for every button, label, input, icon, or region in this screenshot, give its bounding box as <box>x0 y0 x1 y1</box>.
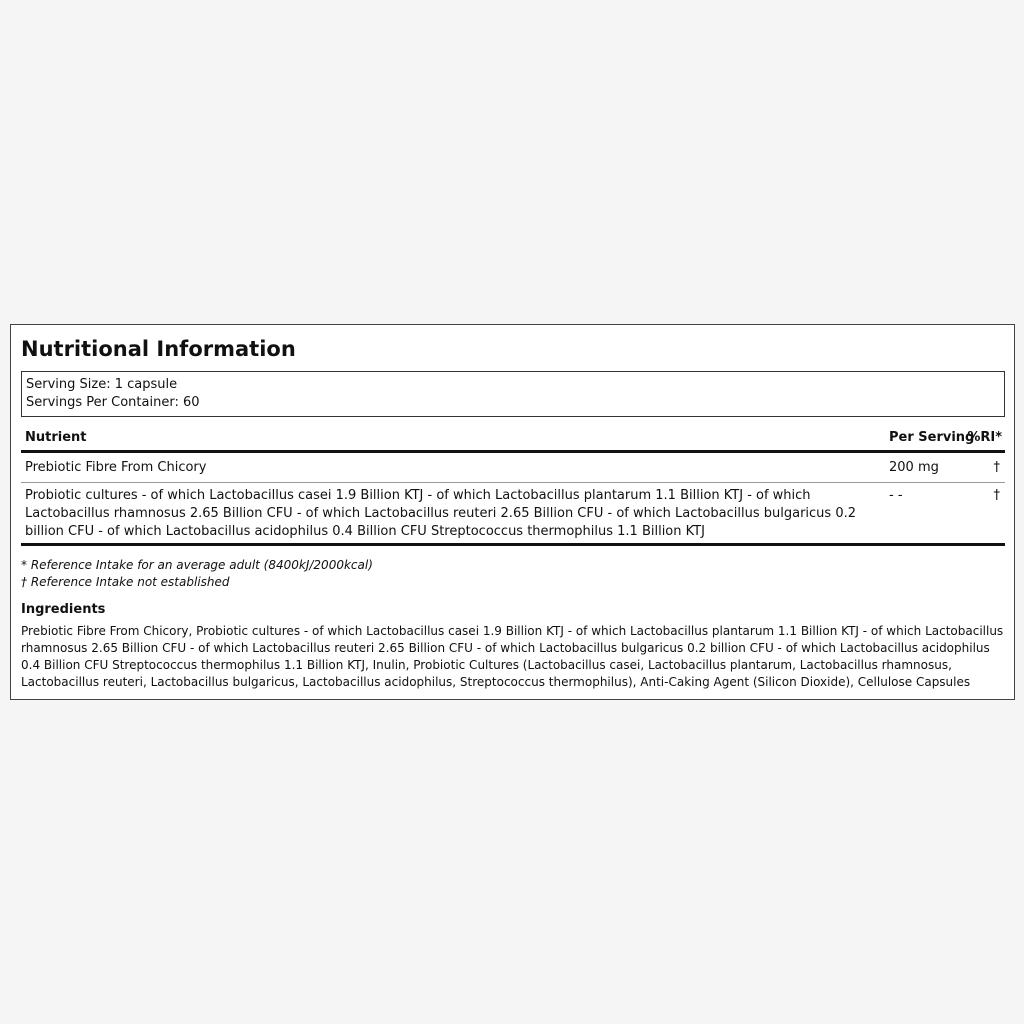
table-header <box>21 429 1005 453</box>
header-per-serving: Per Serving <box>889 430 975 445</box>
page-title: Nutritional Information <box>21 337 296 361</box>
servings-per-container: Servings Per Container: 60 <box>26 395 200 410</box>
table-row <box>21 487 1005 546</box>
footnote-ri: * Reference Intake for an average adult (8400kJ/2000kcal) <box>21 558 373 572</box>
nutrient-name: Probiotic cultures - of which Lactobacillus casei 1.9 Billion KTJ - of which Lactobacillus plantarum 1.1 Billion KTJ - of which Lactobacillus rhamnosus 2.65 Billion CFU - of which Lactobacillus reuteri 2.65 Billion CFU - of which Lactobacillus bulgaricus 0.2 billion CFU - of which Lactobacillus acidophilus 0.4 Billion CFU Streptococcus thermophilus 1.1 Billion KTJ <box>25 488 856 539</box>
ingredients-text: Prebiotic Fibre From Chicory, Probiotic cultures - of which Lactobacillus casei 1.9 Billion KTJ - of which Lactobacillus plantarum 1.1 Billion KTJ - of which Lactobacillus rhamnosus 2.65 Billion CFU - of which Lactobacillus reuteri 2.65 Billion CFU - of which Lactobacillus bulgaricus 0.2 billion CFU - of which Lactobacillus acidophilus 0.4 Billion CFU Streptococcus thermophilus 1.1 Billion KTJ, Inulin, Probiotic Cultures (Lactobacillus casei, Lactobacillus plantarum, Lactobacillus rhamnosus, Lactobacillus reuteri, Lactobacillus bulgaricus, Lactobacillus acidophilus, Streptococcus thermophilus), Anti-Caking Agent (Silicon Dioxide), Cellulose Capsules <box>21 624 1004 689</box>
ri-value: † <box>993 460 1000 475</box>
header-ri: %RI* <box>967 430 1002 445</box>
table-row <box>21 459 1005 483</box>
serving-info-box <box>21 371 1005 417</box>
footnote-not-established: † Reference Intake not established <box>21 575 230 589</box>
footnotes <box>21 557 373 591</box>
nutrition-panel <box>10 324 1015 700</box>
per-serving-value: 200 mg <box>889 460 939 475</box>
nutrient-name: Prebiotic Fibre From Chicory <box>25 460 207 475</box>
serving-size: Serving Size: 1 capsule <box>26 377 178 392</box>
ri-value: † <box>993 488 1000 503</box>
ingredients-heading: Ingredients <box>21 602 106 617</box>
header-nutrient: Nutrient <box>25 430 87 445</box>
per-serving-value: - - <box>889 488 903 503</box>
